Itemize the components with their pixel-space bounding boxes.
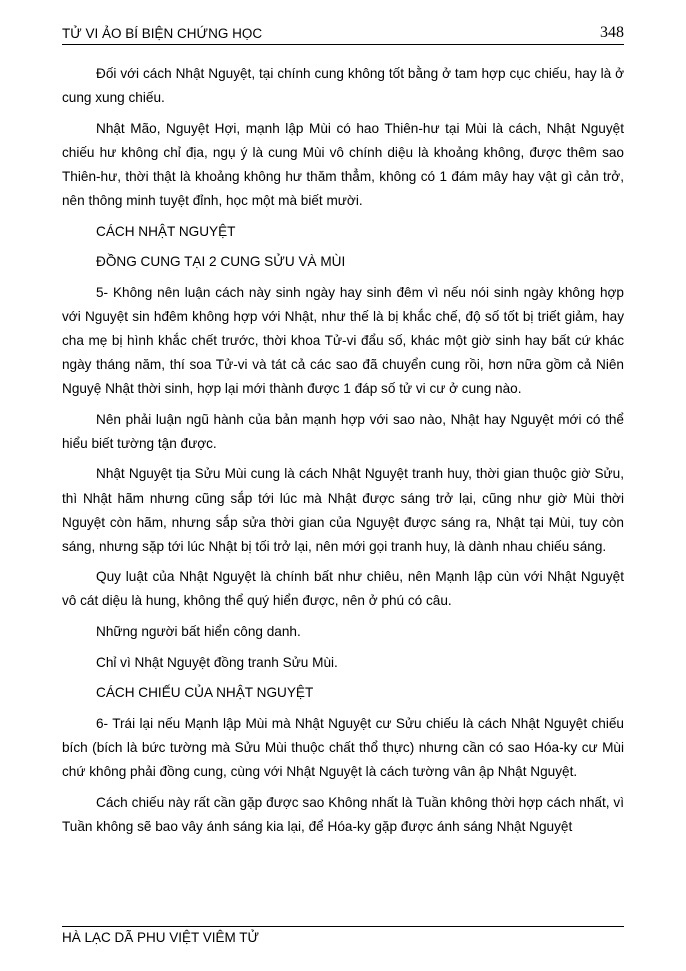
section-heading: CÁCH CHIẾU CỦA NHẬT NGUYỆT <box>96 685 314 701</box>
document-body <box>62 62 624 845</box>
section-heading: CÁCH NHẬT NGUYỆT <box>96 223 236 239</box>
page-header <box>62 24 624 45</box>
page-footer <box>62 926 624 945</box>
header-title: TỬ VI ẢO BÍ BIỆN CHỨNG HỌC <box>62 26 263 41</box>
paragraph: Đối với cách Nhật Nguyệt, tại chính cung không tốt bằng ở tam hợp cục chiếu, hay là ở cung xung chiếu. <box>62 66 624 106</box>
verse-line: Những người bất hiển công danh. <box>96 623 301 639</box>
section-subheading: ĐỒNG CUNG TẠI 2 CUNG SỬU VÀ MÙI <box>96 254 346 270</box>
footer-text: HÀ LẠC DÃ PHU VIỆT VIÊM TỬ <box>62 930 260 945</box>
paragraph: Cách chiếu này rất cần gặp được sao Không nhất là Tuần không thời hợp cách nhất, vì Tuần không sẽ bao vây ánh sáng kia lại, để Hóa-ky gặp được ánh sáng Nhật Nguyệt <box>62 794 624 834</box>
paragraph: 6- Trái lại nếu Mạnh lập Mùi mà Nhật Nguyệt cư Sửu chiếu là cách Nhật Nguyệt chiếu bích (bích là bức tường mà Sửu Mùi thuộc chất thổ thực) nhưng cần có sao Hóa-ky cư Mùi chứ không phải đồng cung, cùng với Nhật Nguyệt là cách tường vân ập Nhật Nguyệt. <box>62 715 624 779</box>
paragraph: Quy luật của Nhật Nguyệt là chính bất như chiêu, nên Mạnh lập cùn với Nhật Nguyệt vô cát diệu là hung, không thể quý hiển được, nên ở phú có câu. <box>62 569 624 609</box>
page-number: 348 <box>600 24 624 41</box>
paragraph: Nhật Mão, Nguyệt Hợi, mạnh lập Mùi có hao Thiên-hư tại Mùi là cách, Nhật Nguyệt chiếu hư không chỉ địa, ngụ ý là cung Mùi vô chính diệu là khoảng không, được thêm sao Thiên-hư, thời thật là khoảng không hư thăm thẳm, không có 1 đám mây hay vật gì cản trở, nên thông minh tuyệt đỉnh, học một mà biết mười. <box>62 120 624 208</box>
paragraph: Nên phải luận ngũ hành của bản mạnh hợp với sao nào, Nhật hay Nguyệt mới có thể hiểu biết tường tận được. <box>62 411 624 451</box>
paragraph: Nhật Nguyệt tịa Sửu Mùi cung là cách Nhật Nguyệt tranh huy, thời gian thuộc giờ Sửu, thì Nhật hãm nhưng cũng sắp tới lúc mà Nhật được sáng trở lại, cũng như giờ Mùi thời Nguyệt còn hãm, nhưng sắp sửa thời gian của Nguyệt được sáng ra, Nhật tại Mùi, tuy còn sáng, nhưng sặp tới lúc Nhật bị tối trở lại, nên mới gọi tranh huy, là dành nhau chiếu sáng. <box>62 466 624 554</box>
paragraph: 5- Không nên luận cách này sinh ngày hay sinh đêm vì nếu nói sinh ngày không hợp với Nguyệt sin hđêm không hợp với Nhật, như thế là bị khắc chế, độ số tốt bị triết giảm, hay cha mẹ bị hình khắc chết trước, thời khoa Tử-vi đẩu số, khác một giờ sinh hay bất cứ khác ngày tháng năm, thí soa Tử-vi và tát cả các sao đã chuyển cung rồi, hơn nữa gồm cả Niên Nguyệ Nhật thời sinh, hợp lại mới thành được 1 đáp số tử vi cư ở cung nào. <box>62 284 624 397</box>
verse-line: Chỉ vì Nhật Nguyệt đồng tranh Sửu Mùi. <box>96 654 338 670</box>
